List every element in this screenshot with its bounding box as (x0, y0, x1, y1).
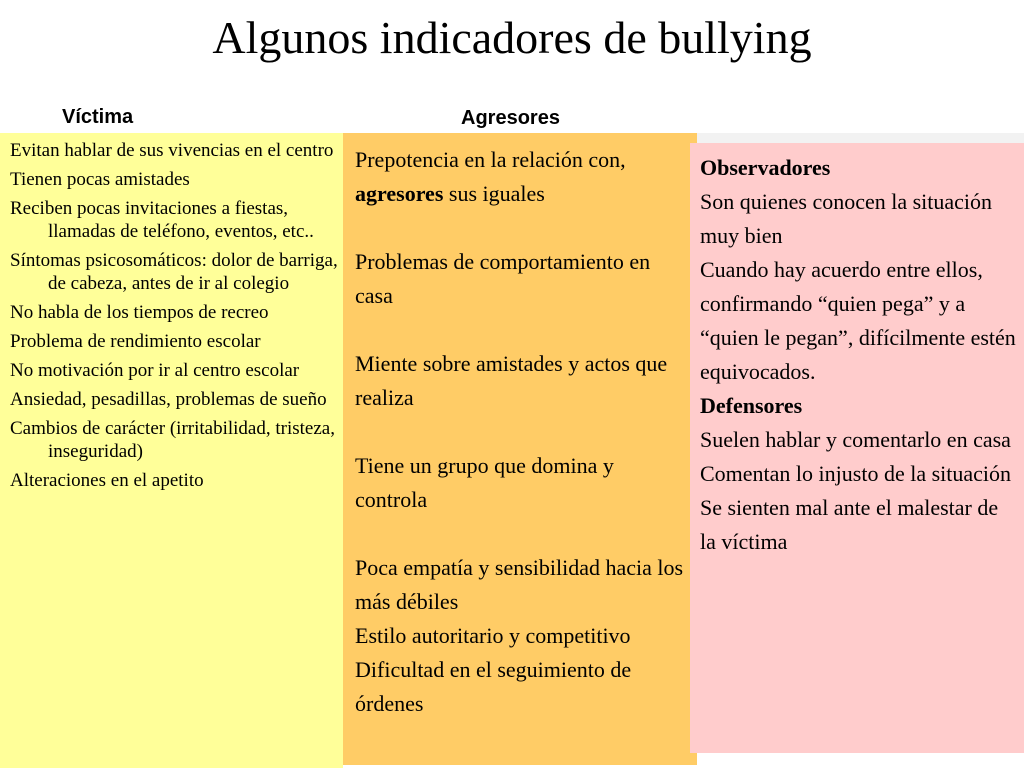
victim-item: Reciben pocas invitaciones a fiestas, llamadas de teléfono, eventos, etc.. (10, 198, 314, 242)
defenders-section (700, 389, 1018, 559)
victim-item: Problema de rendimiento escolar (10, 331, 261, 352)
victim-item: Evitan hablar de sus vivencias en el centro (10, 140, 334, 161)
victim-item: Ansiedad, pesadillas, problemas de sueño (10, 389, 327, 410)
aggressor-item-emphasis: agresores (355, 181, 444, 206)
defenders-heading: Defensores (700, 393, 803, 418)
aggressor-item: Estilo autoritario y competitivo (355, 623, 631, 648)
victim-item: Síntomas psicosomáticos: dolor de barriga, de cabeza, antes de ir al colegio (10, 250, 338, 294)
victim-item: Tienen pocas amistades (10, 169, 190, 190)
aggressor-item: Poca empatía y sensibilidad hacia los más débiles (355, 555, 684, 614)
defenders-line: Suelen hablar y comentarlo en casa (700, 427, 1011, 452)
observers-line: Son quienes conocen la situación muy bien (700, 189, 993, 248)
victim-item: Alteraciones en el apetito (10, 470, 204, 491)
observer-panel (690, 143, 1024, 753)
defenders-line: Comentan lo injusto de la situación (700, 461, 1012, 486)
observers-section (700, 151, 1018, 389)
aggressor-panel (343, 133, 697, 765)
aggressor-item: Dificultad en el seguimiento de órdenes (355, 657, 632, 716)
observer-panel-backdrop (697, 133, 1024, 143)
observers-heading: Observadores (700, 155, 831, 180)
aggressor-column-header: Agresores (461, 107, 560, 129)
aggressor-item: Tiene un grupo que domina y controla (355, 453, 614, 512)
defenders-line: Se sienten mal ante el malestar de la víctima (700, 495, 999, 554)
aggressor-item-text: sus iguales (448, 181, 545, 206)
victim-panel (0, 133, 343, 768)
victim-list (10, 139, 339, 492)
aggressor-item: Problemas de comportamiento en casa (355, 249, 651, 308)
victim-column-header: Víctima (62, 106, 134, 128)
aggressor-list (355, 143, 689, 721)
victim-item: Cambios de carácter (irritabilidad, tristeza, inseguridad) (10, 418, 335, 462)
aggressor-item-text: Prepotencia en la relación con, (355, 147, 626, 172)
aggressor-item: Miente sobre amistades y actos que realiza (355, 351, 668, 410)
victim-item: No motivación por ir al centro escolar (10, 360, 300, 381)
victim-item: No habla de los tiempos de recreo (10, 302, 269, 323)
observers-line: Cuando hay acuerdo entre ellos, confirmando “quien pega” y a “quien le pegan”, difícilmente estén equivocados. (700, 257, 1016, 384)
slide-title: Algunos indicadores de bullying (212, 12, 812, 63)
aggressor-item (355, 143, 689, 211)
